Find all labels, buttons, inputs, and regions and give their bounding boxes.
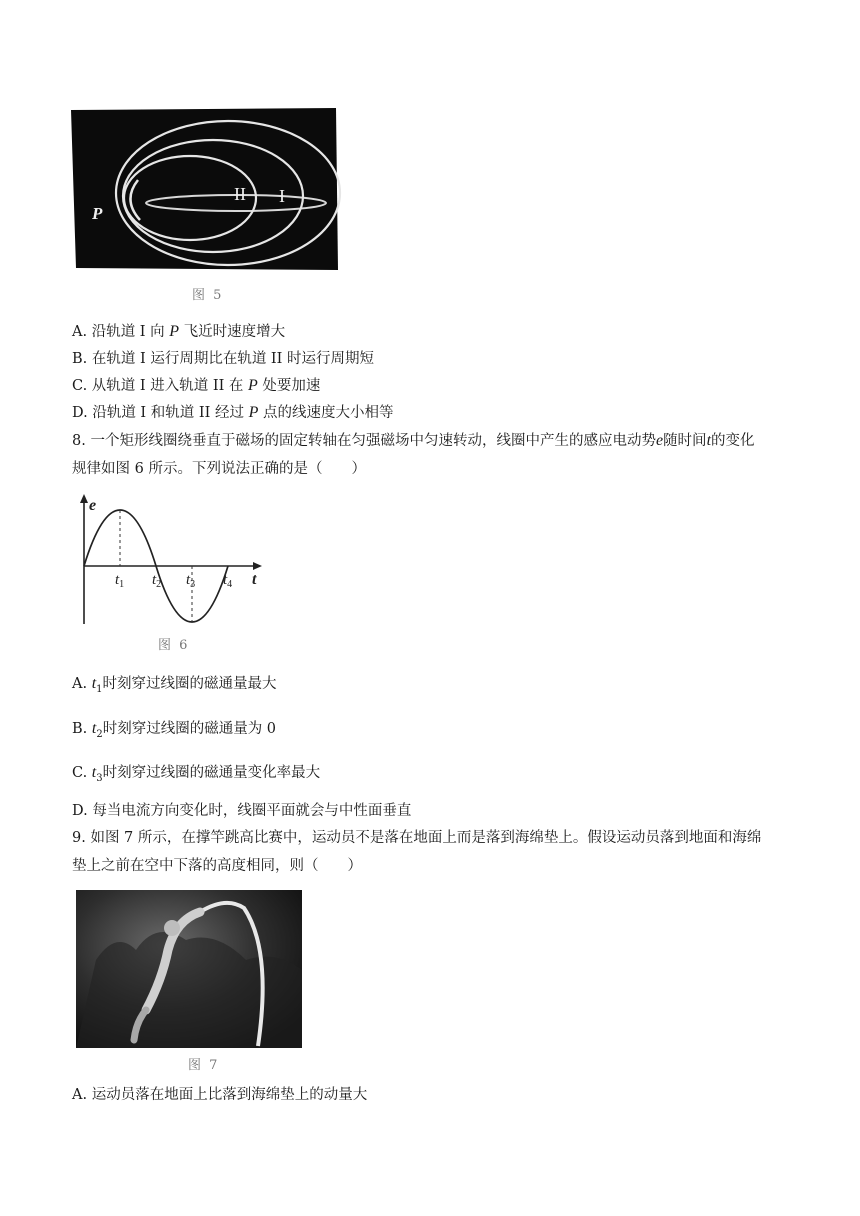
q8-stem-mid: 随时间 xyxy=(663,433,707,449)
x-axis-arrow xyxy=(253,562,262,570)
q7-option-c-pre: C. 从轨道 I 进入轨道 II 在 xyxy=(72,378,244,394)
tick-t4-sub: 4 xyxy=(227,579,233,590)
y-axis-arrow xyxy=(80,494,88,503)
fig5-background xyxy=(71,108,338,270)
q7-option-d-var: P xyxy=(248,404,259,421)
q8-option-b-var: t xyxy=(91,720,97,737)
q9-stem-line1: 9. 如图 7 所示，在撑竿跳高比赛中，运动员不是落在地面上而是落到海绵垫上。假设运动员落到地面和海绵 xyxy=(72,830,762,846)
orbit-diagram xyxy=(68,108,344,274)
tick-t2 xyxy=(152,572,161,590)
q8-option-a xyxy=(72,674,277,700)
tick-t3-var: t xyxy=(186,572,191,588)
figure-5-caption: 图 5 xyxy=(192,288,224,303)
q7-option-c xyxy=(72,376,320,396)
tick-t4-var: t xyxy=(223,572,228,588)
q9-option-a: A. 运动员落在地面上比落到海绵垫上的动量大 xyxy=(72,1087,368,1103)
q8-stem-pre: 8. 一个矩形线圈绕垂直于磁场的固定转轴在匀强磁场中匀速转动，线圈中产生的感应电动势 xyxy=(72,433,656,449)
figure-7 xyxy=(76,890,302,1048)
athlete-head xyxy=(164,920,180,936)
q8-option-c-var: t xyxy=(91,764,97,781)
q8-option-c-label: C. xyxy=(72,765,88,781)
tick-t1-sub: 1 xyxy=(119,579,125,590)
axis-label-t: t xyxy=(252,571,257,588)
figure-6-caption: 图 6 xyxy=(158,638,190,653)
q7-option-d-pre: D. 沿轨道 I 和轨道 II 经过 xyxy=(72,405,244,421)
pole-vault-photo xyxy=(76,890,302,1048)
q7-option-a xyxy=(72,322,285,342)
q7-option-a-var: P xyxy=(169,323,180,340)
q7-option-a-pre: A. 沿轨道 I 向 xyxy=(72,324,165,340)
q8-option-b xyxy=(72,719,276,745)
q8-stem-line2: 规律如图 6 所示。下列说法正确的是（ ） xyxy=(72,461,366,477)
q8-var-t: t xyxy=(706,432,712,449)
q8-option-d: D. 每当电流方向变化时，线圈平面就会与中性面垂直 xyxy=(72,803,412,819)
label-p: P xyxy=(92,204,103,223)
q7-option-c-post: 处要加速 xyxy=(262,378,321,394)
q7-option-a-post: 飞近时速度增大 xyxy=(183,324,286,340)
tick-t1 xyxy=(115,572,124,590)
figure-7-caption: 图 7 xyxy=(188,1058,220,1073)
tick-t3 xyxy=(186,572,195,590)
q8-option-b-sub: 2 xyxy=(96,728,103,740)
q7-option-b: B. 在轨道 I 运行周期比在轨道 II 时运行周期短 xyxy=(72,351,374,367)
q7-option-d-post: 点的线速度大小相等 xyxy=(262,405,394,421)
q8-option-a-sub: 1 xyxy=(96,683,103,695)
tick-t4 xyxy=(223,572,232,590)
q8-option-b-label: B. xyxy=(72,721,88,737)
tick-t2-sub: 2 xyxy=(156,579,162,590)
q8-var-e: e xyxy=(655,432,664,449)
axis-label-e: e xyxy=(89,497,97,514)
q7-option-d xyxy=(72,403,393,423)
figure-6 xyxy=(70,492,270,632)
q8-option-c xyxy=(72,763,320,789)
q8-stem-line1 xyxy=(72,431,755,451)
tick-t2-var: t xyxy=(152,572,157,588)
label-orbit-ii: II xyxy=(234,184,246,204)
q8-option-c-sub: 3 xyxy=(96,772,103,784)
q8-option-c-text: 时刻穿过线圈的磁通量变化率最大 xyxy=(102,765,321,781)
tick-t3-sub: 3 xyxy=(190,579,196,590)
sine-graph xyxy=(70,492,270,632)
q9-stem-line2: 垫上之前在空中下落的高度相同，则（ ） xyxy=(72,858,362,874)
q7-option-c-var: P xyxy=(248,377,258,394)
q8-option-b-text: 时刻穿过线圈的磁通量为 0 xyxy=(102,721,277,737)
figure-5 xyxy=(68,108,344,274)
q8-option-a-text: 时刻穿过线圈的磁通量最大 xyxy=(102,676,277,692)
q8-option-a-label: A. xyxy=(72,676,88,692)
q8-stem-post: 的变化 xyxy=(711,433,755,449)
label-orbit-i: I xyxy=(279,186,285,206)
q8-option-a-var: t xyxy=(91,675,97,692)
tick-t1-var: t xyxy=(115,572,120,588)
